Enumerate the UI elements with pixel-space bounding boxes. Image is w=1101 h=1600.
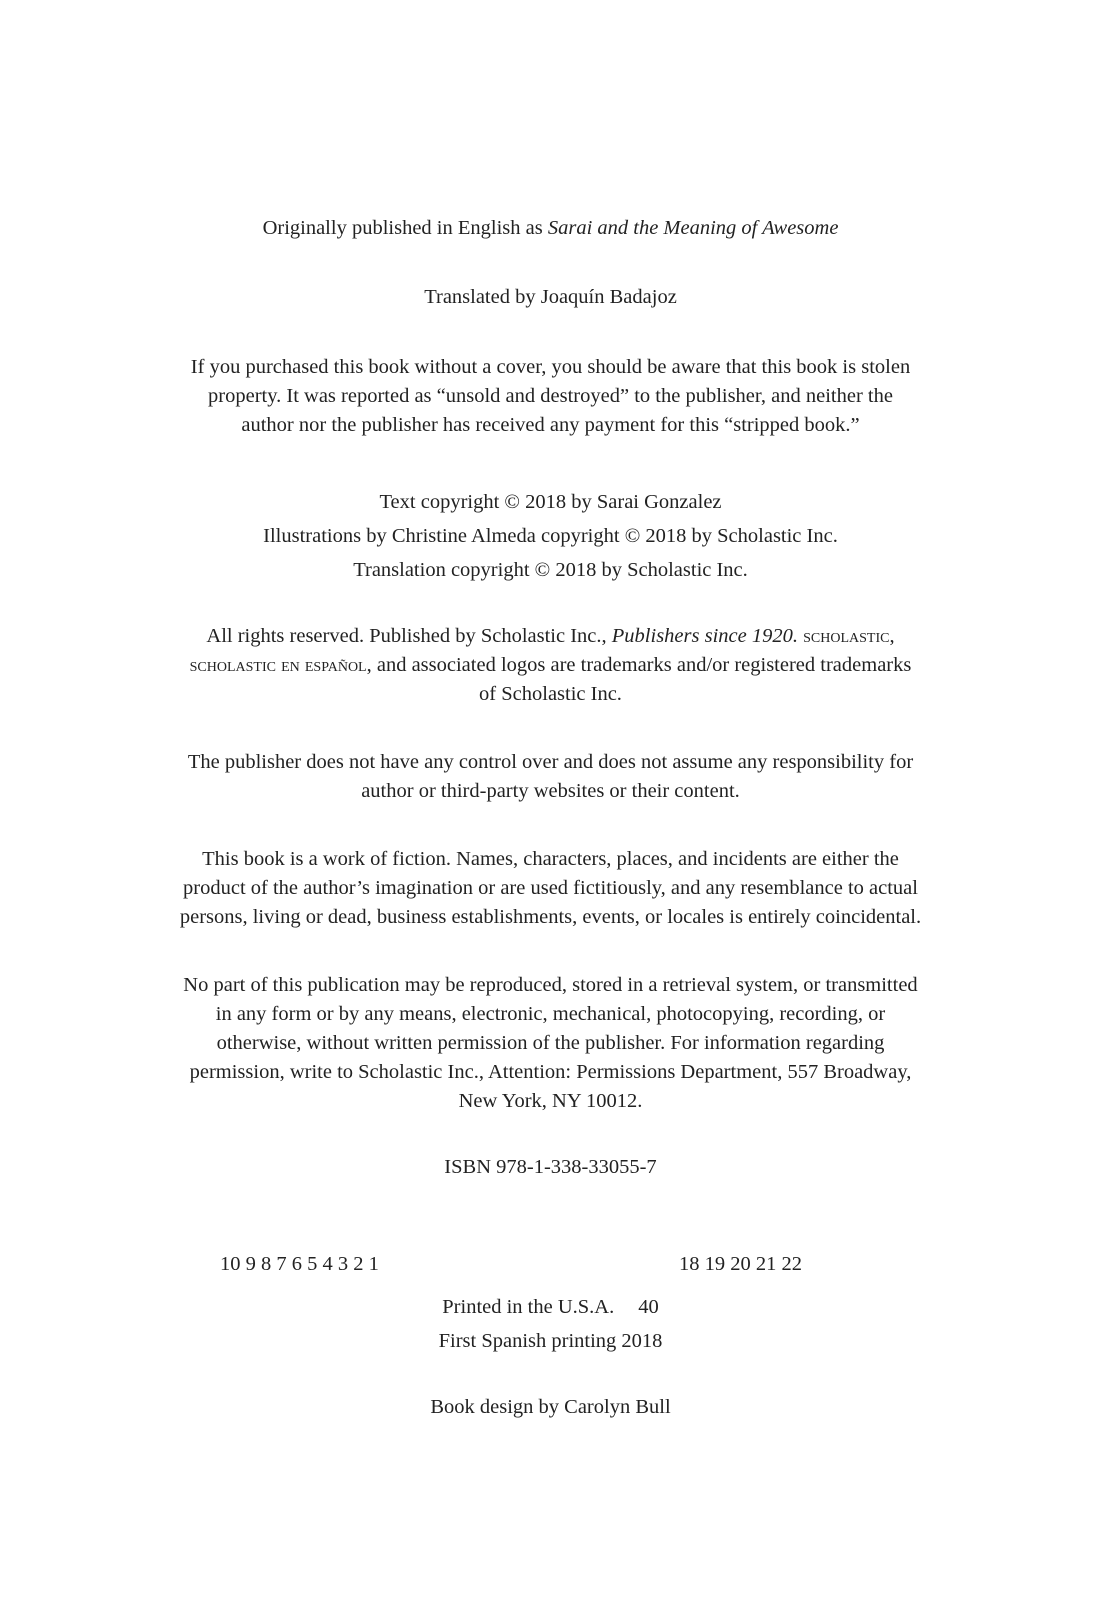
fiction-line-3: persons, living or dead, business establishments, events, or locales is entirely coincidental.	[179, 906, 922, 928]
printing-year-line: 18 19 20 21 22	[679, 1253, 802, 1275]
permission-line-3: otherwise, without written permission of the publisher. For information regarding	[216, 1032, 885, 1054]
stripped-book-notice	[110, 353, 991, 440]
fiction-notice	[110, 845, 991, 932]
permission-line-1: No part of this publication may be reproduced, stored in a retrieval system, or transmitted	[183, 974, 918, 996]
permission-notice	[110, 971, 991, 1116]
isbn-number: ISBN 978-1-338-33055-7	[444, 1156, 657, 1178]
book-design-credit	[110, 1393, 991, 1422]
disclaimer-line-1: The publisher does not have any control over and does not assume any responsibility for	[187, 751, 914, 773]
translator-line: Translated by Joaquín Badajoz	[424, 286, 677, 308]
design-credit: Book design by Carolyn Bull	[430, 1396, 671, 1418]
fiction-line-1: This book is a work of fiction. Names, characters, places, and incidents are either the	[202, 848, 899, 870]
translator-credit	[110, 283, 991, 312]
translation-copyright: Translation copyright © 2018 by Scholastic Inc.	[353, 559, 748, 581]
stripped-line-3: author nor the publisher has received any payment for this “stripped book.”	[241, 414, 860, 436]
rights-text: All rights reserved. Published by Scholastic Inc.,	[206, 625, 612, 647]
printed-in-usa: Printed in the U.S.A.	[442, 1296, 615, 1318]
illustrations-copyright: Illustrations by Christine Almeda copyright © 2018 by Scholastic Inc.	[263, 525, 838, 547]
printer-code: 40	[638, 1296, 659, 1318]
rights-line-3: of Scholastic Inc.	[479, 683, 622, 705]
first-spanish-printing: First Spanish printing 2018	[438, 1330, 663, 1352]
permission-line-4: permission, write to Scholastic Inc., Attention: Permissions Department, 557 Broadway,	[189, 1061, 912, 1083]
original-title: Sarai and the Meaning of Awesome	[547, 217, 839, 239]
copyright-notices	[110, 485, 991, 587]
original-prefix: Originally published in English as	[262, 217, 548, 239]
rights-reserved: All rights reserved. Published by Scholastic Inc., Publishers since 1920. scholastic, scholastic en español, and associated logos are trademarks and/or registered trademarks of Scholastic Inc.	[110, 622, 991, 709]
stripped-line-1: If you purchased this book without a cover, you should be aware that this book is stolen	[190, 356, 911, 378]
permission-line-5: New York, NY 10012.	[458, 1090, 643, 1112]
printing-number-line: 10 9 8 7 6 5 4 3 2 1	[220, 1253, 379, 1275]
text-copyright: Text copyright © 2018 by Sarai Gonzalez	[379, 491, 722, 513]
printing-info	[110, 1290, 991, 1358]
publisher-disclaimer	[110, 748, 991, 806]
trademark-scholastic: scholastic	[803, 625, 890, 647]
trademark-scholastic-en-espanol: scholastic en español	[189, 654, 367, 676]
isbn	[110, 1153, 991, 1182]
fiction-line-2: product of the author’s imagination or are used fictitiously, and any resemblance to actual	[183, 877, 918, 899]
permission-line-2: in any form or by any means, electronic, mechanical, photocopying, recording, or	[215, 1003, 886, 1025]
stripped-line-2: property. It was reported as “unsold and destroyed” to the publisher, and neither the	[208, 385, 893, 407]
original-publication	[110, 214, 991, 243]
trademark-text: , and associated logos are trademarks and/or registered trademarks	[366, 654, 912, 676]
publishers-since: Publishers since 1920.	[611, 625, 798, 647]
disclaimer-line-2: author or third-party websites or their content.	[361, 780, 740, 802]
